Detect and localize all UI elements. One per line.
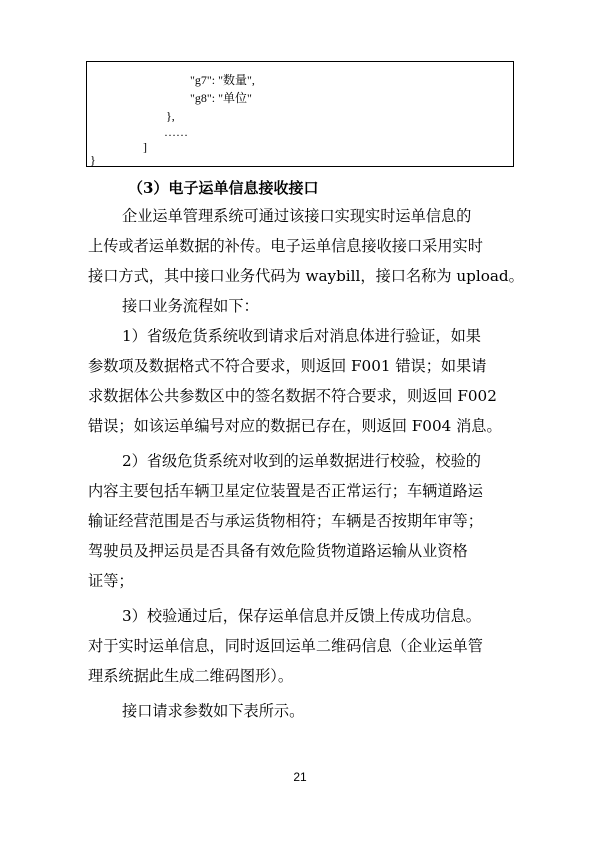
code-line-g8: "g8": "单位" <box>190 91 252 105</box>
paragraph1-line1: 企业运单管理系统可通过该接口实现实时运单信息的 <box>122 207 472 225</box>
paragraph1-line3: 接口方式，其中接口业务代码为 waybill，接口名称为 upload。 <box>88 267 524 285</box>
step2-line1: 2）省级危货系统对收到的运单数据进行校验，校验的 <box>122 452 481 470</box>
code-line-close-root: } <box>90 153 96 167</box>
step2-line4: 驾驶员及押运员是否具备有效危险货物道路运输从业资格 <box>88 542 468 560</box>
code-line-close-object: }, <box>166 109 175 123</box>
step2-line5: 证等； <box>88 572 134 590</box>
process-intro: 接口业务流程如下： <box>122 297 259 315</box>
section-heading: （3）电子运单信息接收接口 <box>128 179 319 197</box>
step2-line3: 输证经营范围是否与承运货物相符；车辆是否按期年审等； <box>88 512 483 530</box>
step1-line2: 参数项及数据格式不符合要求，则返回 F001 错误；如果请 <box>88 357 487 375</box>
code-line-close-array: ] <box>143 140 147 154</box>
paragraph1-line2: 上传或者运单数据的补传。电子运单信息接收接口采用实时 <box>88 237 483 255</box>
code-snippet-box <box>86 61 514 167</box>
page-number: 21 <box>293 770 307 784</box>
code-line-g7: "g7": "数量", <box>190 73 255 87</box>
step3-line1: 3）校验通过后，保存运单信息并反馈上传成功信息。 <box>122 607 481 625</box>
step1-line4: 错误；如该运单编号对应的数据已存在，则返回 F004 消息。 <box>88 417 502 435</box>
code-line-ellipsis: …… <box>164 125 188 139</box>
table-intro: 接口请求参数如下表所示。 <box>122 702 305 720</box>
step3-line2: 对于实时运单信息，同时返回运单二维码信息（企业运单管 <box>88 637 483 655</box>
step1-line1: 1）省级危货系统收到请求后对消息体进行验证，如果 <box>122 327 481 345</box>
step3-line3: 理系统据此生成二维码图形）。 <box>88 667 294 685</box>
step2-line2: 内容主要包括车辆卫星定位装置是否正常运行；车辆道路运 <box>88 482 483 500</box>
step1-line3: 求数据体公共参数区中的签名数据不符合要求，则返回 F002 <box>88 387 497 405</box>
